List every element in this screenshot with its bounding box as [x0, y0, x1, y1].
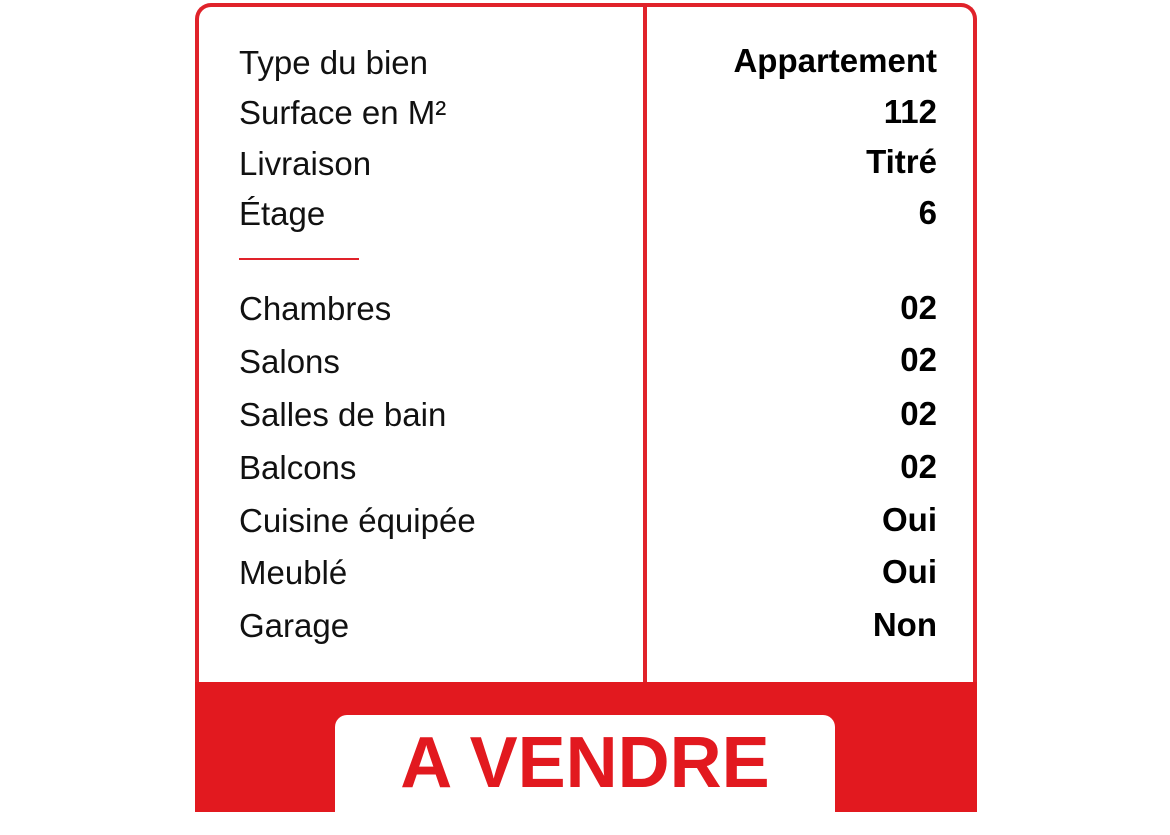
- value-delivery: Titré: [866, 143, 937, 180]
- value-bathrooms: 02: [900, 395, 937, 432]
- sale-banner: [195, 682, 977, 812]
- value-living-rooms: 02: [900, 341, 937, 378]
- section-divider: [239, 258, 359, 260]
- value-furnished: Oui: [882, 553, 937, 590]
- value-bedrooms: 02: [900, 289, 937, 326]
- sale-label-box: [335, 715, 835, 835]
- value-garage: Non: [872, 606, 937, 643]
- label-furnished: Meublé: [239, 554, 348, 591]
- label-equipped-kitchen: Cuisine équipée: [239, 502, 476, 539]
- value-surface: 112: [883, 93, 937, 130]
- value-balconies: 02: [900, 448, 937, 485]
- label-living-rooms: Salons: [239, 343, 340, 380]
- label-garage: Garage: [239, 607, 350, 644]
- label-delivery: Livraison: [239, 145, 372, 182]
- label-balconies: Balcons: [239, 449, 357, 486]
- property-details-card: [195, 3, 977, 807]
- label-property-type: Type du bien: [239, 44, 428, 81]
- value-property-type: Appartement: [733, 42, 937, 79]
- label-bathrooms: Salles de bain: [239, 396, 447, 433]
- value-floor: 6: [918, 194, 937, 231]
- label-floor: Étage: [239, 195, 326, 232]
- value-equipped-kitchen: Oui: [882, 501, 937, 538]
- sale-label: A VENDRE: [400, 723, 770, 803]
- label-surface: Surface en M²: [239, 94, 447, 131]
- label-bedrooms: Chambres: [239, 290, 392, 327]
- column-divider: [643, 7, 647, 682]
